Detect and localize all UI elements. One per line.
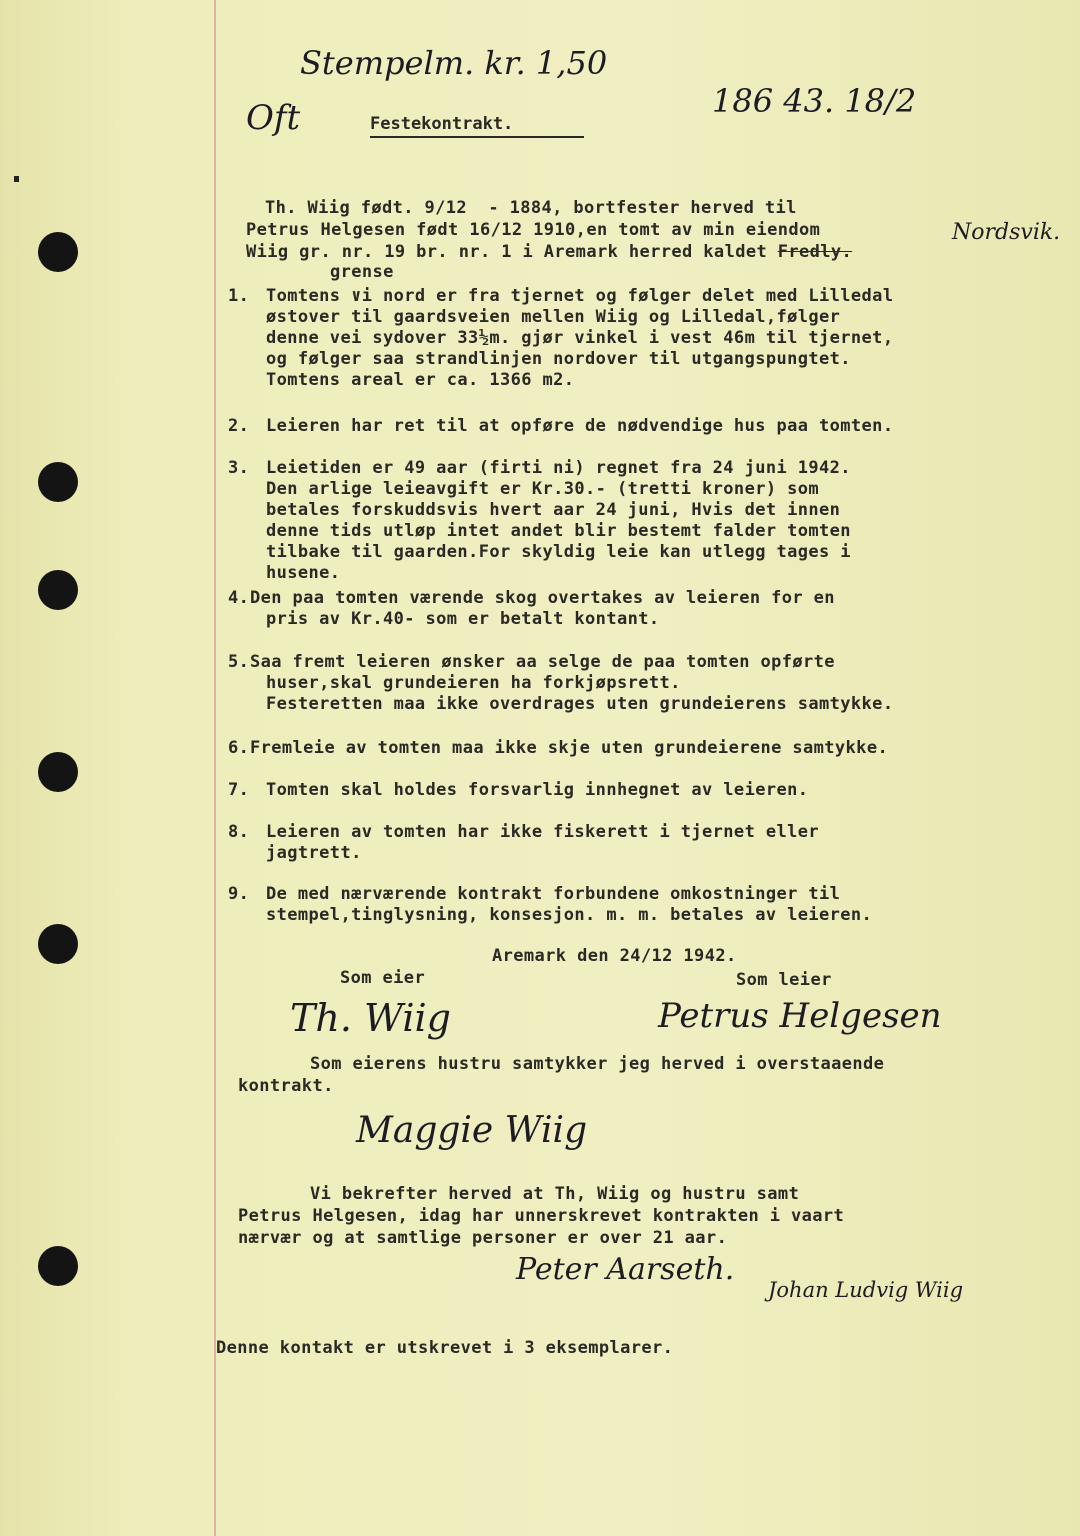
clause-line: De med nærværende kontrakt forbundene omkostninger til [266,884,841,904]
clause-line: østover til gaardsveien mellen Wiig og Lilledal,følger [266,307,841,327]
faint-stamp [808,102,958,146]
signature-tenant: Petrus Helgesen [658,996,942,1036]
clause-line: pris av Kr.40- som er betalt kontant. [266,609,660,629]
clause-line: tilbake til gaarden.For skyldig leie kan utlegg tages i [266,542,851,562]
punch-hole [38,570,78,610]
signature-witness-1: Peter Aarseth. [516,1252,735,1287]
witness-line: Petrus Helgesen, idag har unnerskrevet kontrakten i vaart [238,1206,845,1226]
margin-rule [214,0,216,1536]
witness-line: nærvær og at samtlige personer er over 21 aar. [238,1228,728,1248]
document-title: Festekontrakt. [370,114,584,138]
clause-line: husene. [266,563,341,583]
hand-insert-nordsvik: Nordsvik. [952,220,1061,245]
punch-hole [38,1246,78,1286]
punch-hole [38,752,78,792]
place-date: Aremark den 24/12 1942. [492,946,737,966]
clause-line: Leieren av tomten har ikke fiskerett i tjernet eller [266,822,820,842]
struck-word: Fredly. [777,242,853,262]
clause-number: 6. [228,738,250,758]
clause-line: og følger saa strandlinjen nordover til utgangspungtet. [266,349,851,369]
clause-line: Den paa tomten værende skog overtakes av leieren for en [250,588,835,608]
hand-reference: 186 43. 18/2 [712,82,917,120]
clause-line: jagtrett. [266,843,362,863]
clause-number: 4. [228,588,250,608]
clause-line: Den arlige leieavgift er Kr.30.- (tretti kroner) som [266,479,820,499]
edge-mark [14,176,19,182]
intro-line: Petrus Helgesen født 16/12 1910,en tomt av min eiendom [246,220,821,240]
signature-witness-2: Johan Ludvig Wiig [768,1278,964,1302]
punch-hole [38,924,78,964]
clause-line: huser,skal grundeieren ha forkjøpsrett. [266,673,681,693]
clause-line: Tomtens ∨i nord er fra tjernet og følger delet med Lilledal [266,286,894,306]
clause-line: stempel,tinglysning, konsesjon. m. m. betales av leieren. [266,905,873,925]
clause-line: denne tids utløp intet andet blir bestemt falder tomten [266,521,851,541]
clause-line: Leieren har ret til at opføre de nødvendige hus paa tomten. [266,416,894,436]
intro-line [246,242,852,263]
punch-hole [38,462,78,502]
clause-number: 9. [228,884,250,904]
clause-line: Fremleie av tomten maa ikke skje uten grundeierene samtykke. [250,738,889,758]
clause-number: 5. [228,652,250,672]
punch-hole [38,232,78,272]
intro-line-text: Wiig gr. nr. 19 br. nr. 1 i Aremark herred kaldet [246,242,778,262]
clause-number: 1. [228,286,250,306]
clause-number: 7. [228,780,250,800]
clause-line: denne vei sydover 33½m. gjør vinkel i vest 46m til tjernet, [266,328,894,348]
clause-line: Saa fremt leieren ønsker aa selge de paa tomten opførte [250,652,835,672]
clause-line: Leietiden er 49 aar (firti ni) regnet fra 24 juni 1942. [266,458,851,478]
hand-initials: Oft [246,98,301,138]
hand-insert-grense: grense [330,262,394,282]
hand-stamp-note: Stempelm. kr. 1,50 [300,44,608,82]
as-tenant-label: Som leier [736,970,832,990]
wife-consent-line: Som eierens hustru samtykker jeg herved i overstaaende [310,1054,885,1074]
intro-line: Th. Wiig født. 9/12 - 1884, bortfester herved til [265,198,797,218]
copies-note: Denne kontakt er utskrevet i 3 eksemplarer. [216,1338,674,1358]
clause-line: Tomten skal holdes forsvarlig innhegnet av leieren. [266,780,809,800]
clause-number: 2. [228,416,250,436]
clause-line: Festeretten maa ikke overdrages uten grundeierens samtykke. [266,694,894,714]
wife-consent-line: kontrakt. [238,1076,334,1096]
clause-line: Tomtens areal er ca. 1366 m2. [266,370,575,390]
signature-wife: Maggie Wiig [356,1110,588,1151]
signature-owner: Th. Wiig [290,996,451,1040]
as-owner-label: Som eier [340,968,426,988]
witness-line: Vi bekrefter herved at Th, Wiig og hustru samt [310,1184,800,1204]
clause-line: betales forskuddsvis hvert aar 24 juni, Hvis det innen [266,500,841,520]
clause-number: 8. [228,822,250,842]
clause-number: 3. [228,458,250,478]
